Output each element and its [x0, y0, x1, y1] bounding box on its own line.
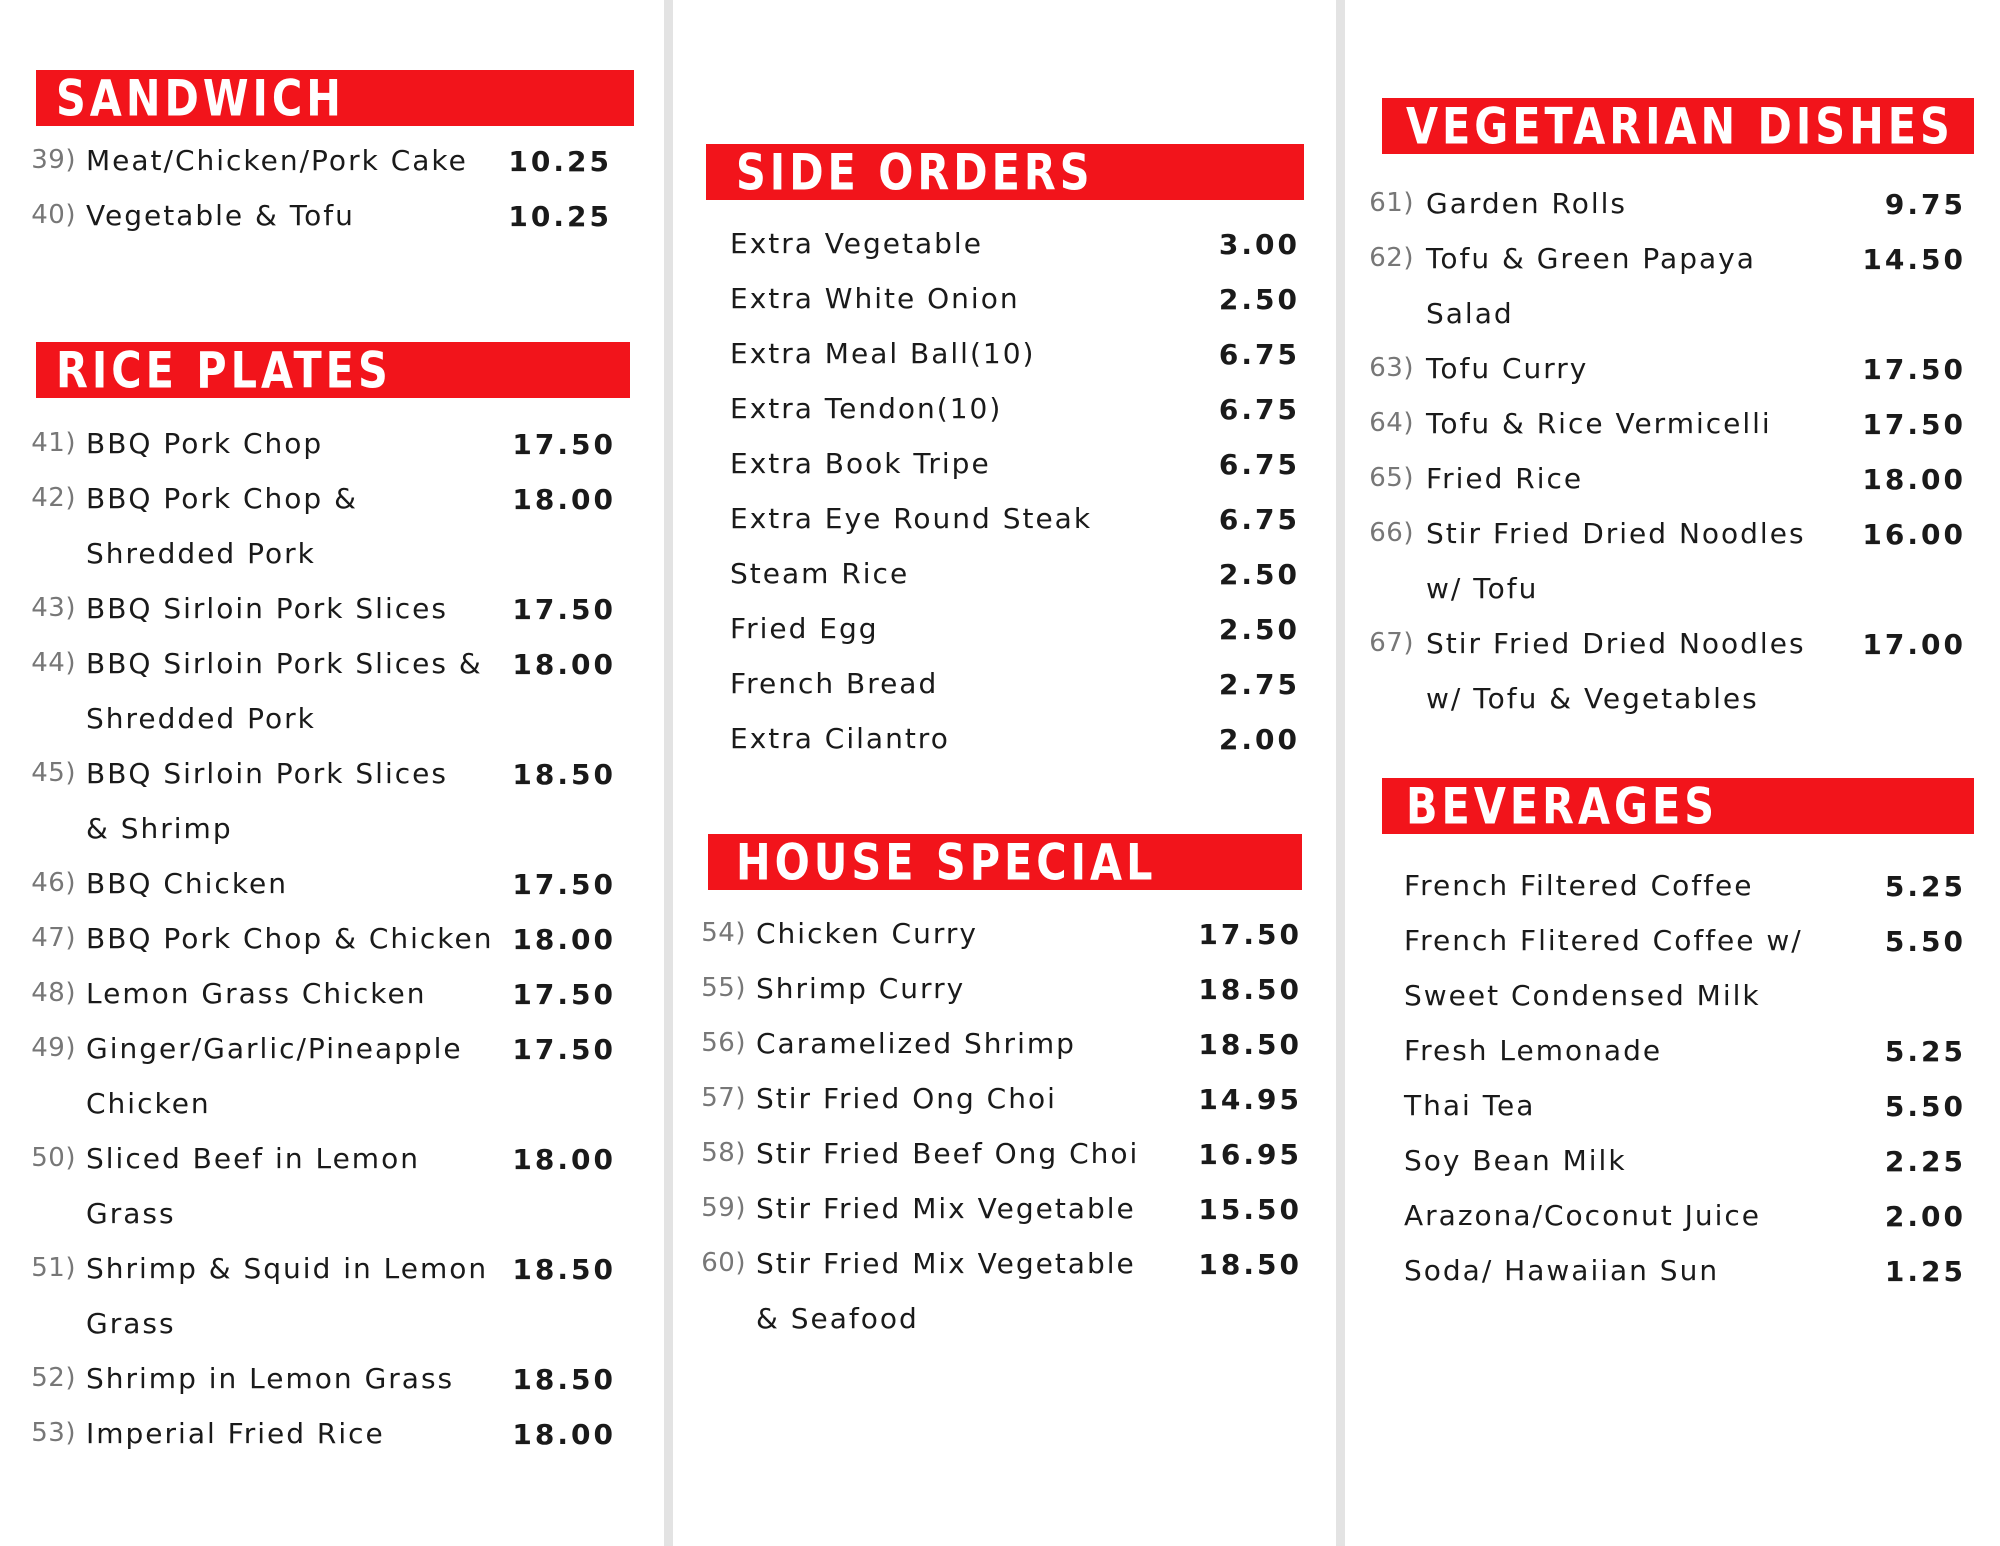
item-name: Arazona/Coconut Juice [1404, 1199, 1761, 1232]
item-price: 18.00 [512, 1418, 616, 1451]
item-price: 18.50 [1198, 1248, 1302, 1281]
section-header-sandwich [36, 70, 634, 126]
section-header-vegetarian [1382, 98, 1974, 154]
item-name: Extra White Onion [730, 282, 1020, 315]
item-price: 18.50 [512, 1253, 616, 1286]
item-number: 57) [701, 1083, 746, 1113]
item-number: 45) [31, 758, 76, 788]
item-name: w/ Tofu & Vegetables [1426, 682, 1759, 715]
item-name: Fried Egg [730, 612, 879, 645]
item-name: Tofu & Green Papaya [1426, 242, 1756, 275]
item-number: 49) [31, 1033, 76, 1063]
section-title-rice-plates: RICE PLATES [56, 340, 392, 400]
item-price: 3.00 [1218, 228, 1300, 261]
section-header-beverages [1382, 778, 1974, 834]
column-divider-right [1336, 0, 1345, 1546]
item-name: Chicken Curry [756, 917, 978, 950]
item-number: 43) [31, 593, 76, 623]
item-name: Soy Bean Milk [1404, 1144, 1627, 1177]
item-price: 6.75 [1218, 393, 1300, 426]
item-name: Stir Fried Dried Noodles [1426, 517, 1806, 550]
item-name: French Filtered Coffee [1404, 869, 1754, 902]
item-name: BBQ Pork Chop [86, 427, 324, 460]
item-number: 53) [31, 1418, 76, 1448]
item-number: 40) [31, 200, 76, 230]
item-name: Vegetable & Tofu [86, 199, 355, 232]
item-price: 14.95 [1198, 1083, 1302, 1116]
item-name: Meat/Chicken/Pork Cake [86, 144, 468, 177]
item-name: Shrimp in Lemon Grass [86, 1362, 455, 1395]
item-price: 1.25 [1884, 1255, 1966, 1288]
item-price: 2.00 [1884, 1200, 1966, 1233]
item-number: 60) [701, 1248, 746, 1278]
item-name: Extra Eye Round Steak [730, 502, 1093, 535]
item-name: French Bread [730, 667, 939, 700]
item-price: 17.50 [1862, 408, 1966, 441]
item-name: Stir Fried Beef Ong Choi [756, 1137, 1140, 1170]
item-price: 10.25 [508, 200, 612, 233]
section-title-side-orders: SIDE ORDERS [736, 142, 1094, 202]
item-name: Thai Tea [1404, 1089, 1536, 1122]
item-number: 50) [31, 1143, 76, 1173]
item-price: 18.00 [512, 648, 616, 681]
item-name: Extra Cilantro [730, 722, 950, 755]
item-price: 2.00 [1218, 723, 1300, 756]
item-name: Tofu & Rice Vermicelli [1426, 407, 1772, 440]
item-name: Extra Tendon(10) [730, 392, 1003, 425]
item-price: 5.50 [1884, 925, 1966, 958]
item-name: BBQ Sirloin Pork Slices [86, 757, 448, 790]
item-price: 18.00 [512, 483, 616, 516]
section-title-house-special: HOUSE SPECIAL [736, 832, 1157, 892]
item-name: Grass [86, 1307, 176, 1340]
item-price: 5.50 [1884, 1090, 1966, 1123]
item-name: Stir Fried Ong Choi [756, 1082, 1057, 1115]
item-number: 55) [701, 973, 746, 1003]
item-price: 2.50 [1218, 283, 1300, 316]
item-name: Caramelized Shrimp [756, 1027, 1076, 1060]
item-price: 15.50 [1198, 1193, 1302, 1226]
item-name: Shrimp & Squid in Lemon [86, 1252, 489, 1285]
item-price: 2.75 [1218, 668, 1300, 701]
item-price: 18.50 [1198, 1028, 1302, 1061]
item-price: 17.00 [1862, 628, 1966, 661]
item-price: 6.75 [1218, 503, 1300, 536]
item-name: Extra Book Tripe [730, 447, 991, 480]
item-price: 18.50 [1198, 973, 1302, 1006]
item-number: 67) [1369, 628, 1414, 658]
item-name: Tofu Curry [1426, 352, 1589, 385]
item-price: 17.50 [1862, 353, 1966, 386]
item-name: Extra Vegetable [730, 227, 983, 260]
item-number: 62) [1369, 243, 1414, 273]
item-name: Soda/ Hawaiian Sun [1404, 1254, 1720, 1287]
item-name: Shredded Pork [86, 537, 316, 570]
item-name: Garden Rolls [1426, 187, 1627, 220]
item-name: Salad [1426, 297, 1514, 330]
item-name: Stir Fried Mix Vegetable [756, 1247, 1136, 1280]
item-name: Imperial Fried Rice [86, 1417, 385, 1450]
item-name: French Flitered Coffee w/ [1404, 924, 1803, 957]
item-price: 17.50 [512, 1033, 616, 1066]
section-title-sandwich: SANDWICH [56, 68, 345, 128]
item-name: Fried Rice [1426, 462, 1584, 495]
item-price: 18.00 [512, 1143, 616, 1176]
item-price: 17.50 [1198, 918, 1302, 951]
item-price: 18.00 [1862, 463, 1966, 496]
item-name: BBQ Sirloin Pork Slices & [86, 647, 483, 680]
section-title-beverages: BEVERAGES [1406, 776, 1719, 836]
item-name: BBQ Sirloin Pork Slices [86, 592, 448, 625]
section-header-rice-plates [36, 342, 630, 398]
item-number: 52) [31, 1363, 76, 1393]
item-number: 41) [31, 428, 76, 458]
item-name: Stir Fried Dried Noodles [1426, 627, 1806, 660]
item-name: w/ Tofu [1426, 572, 1539, 605]
item-number: 46) [31, 868, 76, 898]
item-price: 17.50 [512, 868, 616, 901]
item-name: Chicken [86, 1087, 211, 1120]
item-name: Lemon Grass Chicken [86, 977, 427, 1010]
item-price: 2.50 [1218, 613, 1300, 646]
item-name: Stir Fried Mix Vegetable [756, 1192, 1136, 1225]
section-header-house-special [708, 834, 1302, 890]
item-name: Ginger/Garlic/Pineapple [86, 1032, 463, 1065]
item-name: Shredded Pork [86, 702, 316, 735]
item-name: BBQ Pork Chop & [86, 482, 358, 515]
item-name: Shrimp Curry [756, 972, 966, 1005]
item-number: 64) [1369, 408, 1414, 438]
item-number: 39) [31, 145, 76, 175]
item-number: 54) [701, 918, 746, 948]
item-name: & Seafood [756, 1302, 919, 1335]
item-price: 17.50 [512, 978, 616, 1011]
item-number: 58) [701, 1138, 746, 1168]
item-number: 42) [31, 483, 76, 513]
item-name: Grass [86, 1197, 176, 1230]
item-number: 51) [31, 1253, 76, 1283]
item-name: Extra Meal Ball(10) [730, 337, 1036, 370]
item-price: 14.50 [1862, 243, 1966, 276]
item-price: 18.50 [512, 758, 616, 791]
item-name: Fresh Lemonade [1404, 1034, 1663, 1067]
item-number: 48) [31, 978, 76, 1008]
item-name: Sliced Beef in Lemon [86, 1142, 420, 1175]
item-price: 17.50 [512, 428, 616, 461]
item-name: & Shrimp [86, 812, 233, 845]
item-price: 18.50 [512, 1363, 616, 1396]
item-price: 9.75 [1884, 188, 1966, 221]
item-number: 59) [701, 1193, 746, 1223]
section-title-vegetarian: VEGETARIAN DISHES [1406, 96, 1954, 156]
item-price: 17.50 [512, 593, 616, 626]
item-number: 63) [1369, 353, 1414, 383]
item-price: 18.00 [512, 923, 616, 956]
item-price: 5.25 [1884, 870, 1966, 903]
item-number: 47) [31, 923, 76, 953]
item-price: 6.75 [1218, 448, 1300, 481]
item-price: 16.95 [1198, 1138, 1302, 1171]
item-price: 5.25 [1884, 1035, 1966, 1068]
item-number: 44) [31, 648, 76, 678]
item-name: BBQ Pork Chop & Chicken [86, 922, 494, 955]
section-header-side-orders [706, 144, 1304, 200]
item-name: Steam Rice [730, 557, 910, 590]
item-price: 2.50 [1218, 558, 1300, 591]
item-price: 16.00 [1862, 518, 1966, 551]
item-name: BBQ Chicken [86, 867, 289, 900]
item-number: 65) [1369, 463, 1414, 493]
item-price: 2.25 [1884, 1145, 1966, 1178]
item-number: 56) [701, 1028, 746, 1058]
item-number: 61) [1369, 188, 1414, 218]
column-divider-left [664, 0, 673, 1546]
item-price: 10.25 [508, 145, 612, 178]
item-price: 6.75 [1218, 338, 1300, 371]
item-name: Sweet Condensed Milk [1404, 979, 1761, 1012]
item-number: 66) [1369, 518, 1414, 548]
